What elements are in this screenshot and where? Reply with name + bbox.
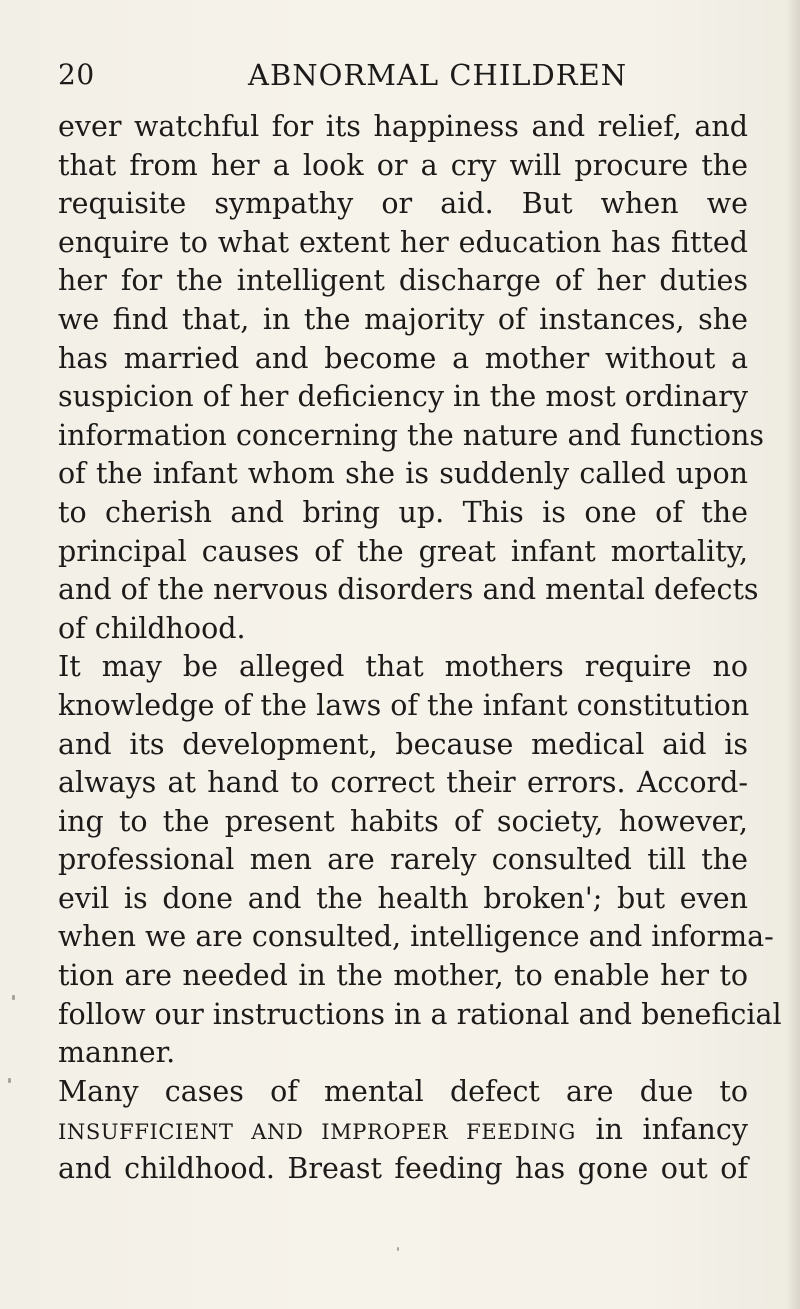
body-text: [58, 108, 782, 1189]
text-line: professional men are rarely consulted till the: [58, 843, 748, 877]
page-edge-shadow: [786, 0, 800, 1309]
page-number: 20: [58, 58, 95, 91]
text-line: we find that, in the majority of instances, she: [58, 302, 748, 336]
text-line: to cherish and bring up. This is one of the: [58, 495, 748, 529]
text-line: ing to the present habits of society, however,: [58, 804, 748, 838]
paragraph-start-line: It may be alleged that mothers require no: [58, 650, 748, 684]
text-line: and its development, because medical aid is: [58, 727, 748, 761]
text-line: and childhood. Breast feeding has gone out of: [58, 1152, 748, 1186]
paragraph-start-line: Many cases of mental defect are due to: [58, 1074, 748, 1108]
text-line: has married and become a mother without a: [58, 341, 748, 375]
paper-blemish: [8, 1078, 11, 1083]
text-line: that from her a look or a cry will procure the: [58, 148, 748, 182]
text-line: information concerning the nature and functions: [58, 418, 765, 452]
smallcaps-phrase: INSUFFICIENT AND IMPROPER FEEDING: [58, 1120, 576, 1145]
text-line: ever watchful for its happiness and relief, and: [58, 110, 748, 143]
text-line-smallcaps: [58, 1111, 748, 1150]
text-line: knowledge of the laws of the infant constitution: [58, 688, 750, 722]
text-line: requisite sympathy or aid. But when we: [58, 187, 748, 221]
text-line: and of the nervous disorders and mental defects: [58, 573, 759, 607]
text-line: her for the intelligent discharge of her duties: [58, 264, 748, 298]
text-line: of the infant whom she is suddenly called upon: [58, 457, 748, 491]
page-header: [58, 58, 730, 98]
text-line: when we are consulted, intelligence and informa-: [58, 920, 774, 954]
text-line: evil is done and the health broken'; but even: [58, 881, 748, 915]
paragraph-end-line: of childhood.: [58, 611, 246, 645]
text-line: follow our instructions in a rational and beneficial: [58, 997, 782, 1031]
text-line: enquire to what extent her education has fitted: [58, 225, 748, 259]
paper-blemish: [397, 1247, 399, 1251]
text-line: principal causes of the great infant mortality,: [58, 534, 748, 568]
paragraph-end-line: manner.: [58, 1036, 176, 1070]
paper-blemish: [12, 995, 15, 1000]
text-line: always at hand to correct their errors. Accord-: [58, 766, 748, 800]
smallcaps-line-rest: in infancy: [575, 1113, 748, 1147]
text-line: suspicion of her deficiency in the most ordinary: [58, 380, 748, 414]
running-head: ABNORMAL CHILDREN: [248, 58, 628, 92]
text-line: tion are needed in the mother, to enable her to: [58, 959, 748, 993]
